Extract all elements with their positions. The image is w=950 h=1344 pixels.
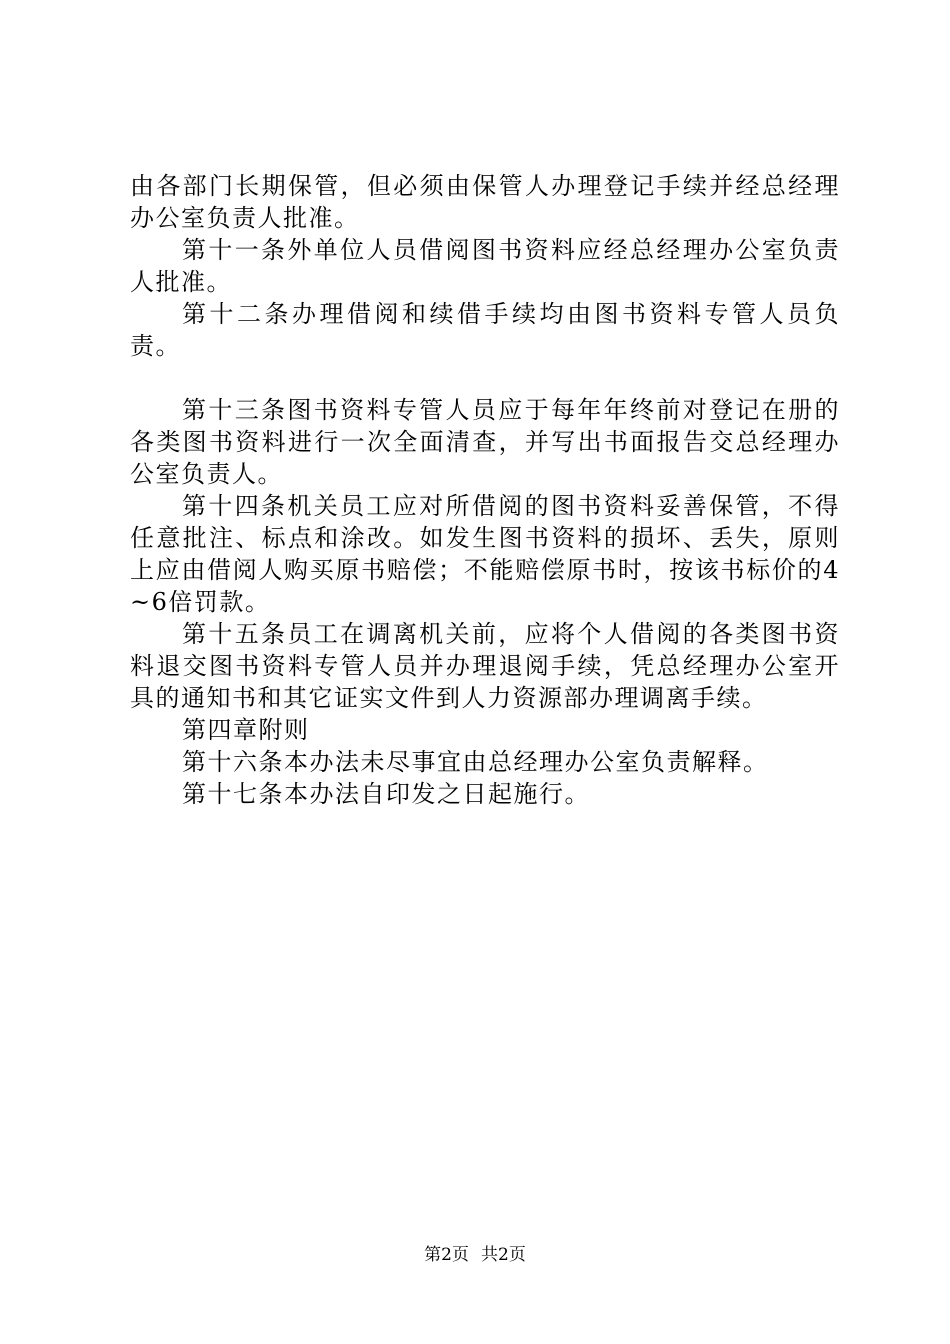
article-17: 第十七条本办法自印发之日起施行。 bbox=[182, 780, 590, 808]
chapter-heading: 第四章附则 bbox=[182, 716, 310, 744]
article-11: 第十一条外单位人员借阅图书资料应经总经理办公室负责人批准。 bbox=[130, 236, 840, 296]
article-16: 第十六条本办法未尽事宜由总经理办公室负责解释。 bbox=[182, 748, 769, 776]
paragraph-continuation: 由各部门长期保管，但必须由保管人办理登记手续并经总经理办公室负责人批准。 bbox=[130, 172, 840, 232]
article-15: 第十五条员工在调离机关前，应将个人借阅的各类图书资料退交图书资料专管人员并办理退阅手续，凭总经理办公室开具的通知书和其它证实文件到人力资源部办理调离手续。 bbox=[130, 620, 840, 712]
article-12: 第十二条办理借阅和续借手续均由图书资料专管人员负责。 bbox=[130, 300, 840, 360]
page-footer bbox=[0, 1243, 950, 1267]
total-pages: 共2页 bbox=[481, 1245, 526, 1265]
article-14: 第十四条机关员工应对所借阅的图书资料妥善保管，不得任意批注、标点和涂改。如发生图书资料的损坏、丢失，原则上应由借阅人购买原书赔偿；不能赔偿原书时，按该书标价的4~6倍罚款。 bbox=[130, 492, 840, 616]
current-page-number: 第2页 bbox=[424, 1245, 469, 1265]
article-13: 第十三条图书资料专管人员应于每年年终前对登记在册的各类图书资料进行一次全面清查，并写出书面报告交总经理办公室负责人。 bbox=[130, 396, 840, 488]
document-body bbox=[130, 170, 840, 810]
